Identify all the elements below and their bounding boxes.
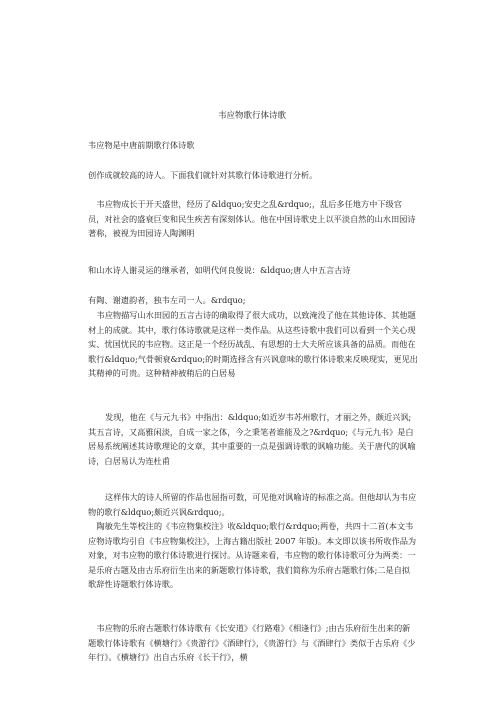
paragraph-7: 发现，他在《与元九书》中指出：&ldquo;如近岁韦苏州歌行，才丽之外，颇近兴讽;其五言诗，又高雅闲淡，自成一家之体，今之秉笔者谁能及之?&rdquo;《与元九书》是白居易系统阐述其诗歌理论的文章，其中重要的一点是强调诗歌的讽喻功能。关于唐代的讽喻诗，白居易认为连杜甫	[88, 412, 416, 466]
paragraph-3: 韦应物成长于开天盛世，经历了&ldquo;安史之乱&rdquo;，乱后多任地方中下级官员，对社会的盛衰巨变和民生疾苦有深刻体认。他在中国诗歌史上以平淡自然的山水田园诗著称，被视为田园诗人陶渊明	[88, 199, 416, 239]
paragraph-10: 韦应物的乐府古题歌行体诗歌有《长安道》《行路难》《相逢行》;由古乐府衍生出来的新题歌行体诗歌有《横塘行》《贵游行》《酒肆行》，《贵游行》与《酒肆行》类似于古乐府《少年行》。《横塘行》出自古乐府《长干行》，横	[88, 623, 416, 663]
paragraph-6: 韦应物描写山水田园的五言古诗的确取得了很大成功，以致淹没了他在其他诗体、其他题材上的成就。其中，歌行体诗歌就是这样一类作品。从这些诗歌中我们可以看到一个关心现实、忧国忧民的韦应物。这正是一个经历战乱、有思想的士大夫所应该具备的品质。而他在歌行&ldquo;气骨顿衰&rdquo;的时期选择含有兴讽意味的歌行体诗歌来反映现实，更见出其精神的可贵。这种精神被稍后的白居易	[88, 310, 418, 379]
paragraph-5: 有陶、谢遗韵者，独韦左司一人。&rdquo;	[88, 295, 246, 305]
paragraph-8: 这样伟大的诗人所留的作品也屈指可数，可见他对讽喻诗的标准之高。但他却认为韦应物的歌行&ldquo;颇近兴讽&rdquo;。	[88, 492, 417, 517]
paragraph-9: 陶敏先生等校注的《韦应物集校注》收&ldquo;歌行&rdquo;两卷，共四十二首(本文韦应物诗歌均引自《韦应物集校注》，上海古籍出版社 2007 年版)。本文即以该书所收作品为对象，对韦应物的歌行体诗歌进行探讨。从诗题来看，韦应物的歌行体诗歌可分为两类：一是乐府古题及由古乐府衍生出来的新题歌行体诗歌，我们简称为乐府古题歌行体;二是自拟歌辞性诗题歌行体诗歌。	[88, 521, 417, 590]
paragraph-4: 和山水诗人谢灵运的继承者，如明代何良俊说：&ldquo;唐人中五言古诗	[88, 265, 351, 275]
document-title: 韦应物歌行体诗歌	[217, 111, 286, 121]
paragraph-2: 创作成就较高的诗人。下面我们就针对其歌行体诗歌进行分析。	[88, 170, 318, 180]
paragraph-1: 韦应物是中唐前期歌行体诗歌	[88, 140, 195, 150]
